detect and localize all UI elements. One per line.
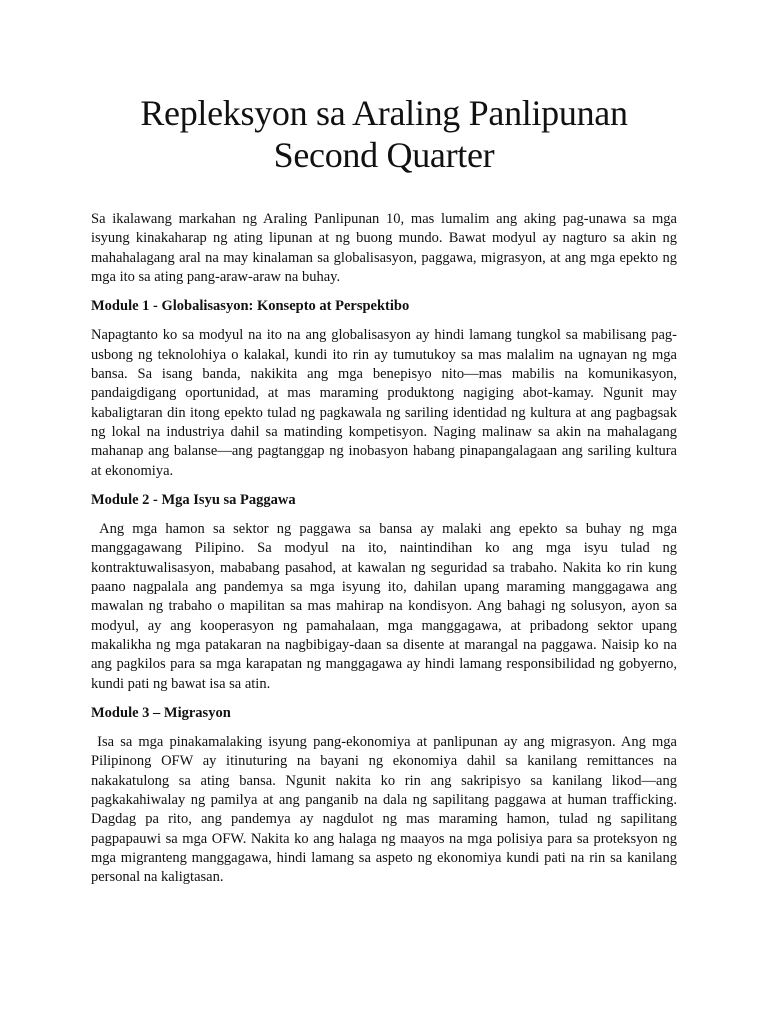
section-module-2	[91, 491, 677, 694]
section-module-1	[91, 297, 677, 481]
section-module-3	[91, 704, 677, 888]
section-heading: Module 2 - Mga Isyu sa Paggawa	[91, 491, 296, 508]
document-title: Repleksyon sa Araling Panlipunan Second Quarter	[140, 93, 628, 175]
intro-paragraph: Sa ikalawang markahan ng Araling Panlipunan 10, mas lumalim ang aking pag-unawa sa mga isyung kinakaharap ng ating lipunan at ng buong mundo. Bawat modyul ay nagturo sa akin ng mahahalagang aral na may kinalaman sa globalisasyon, paggawa, migrasyon, at ang mga epekto ng mga ito sa ating pang-araw-araw na buhay.	[91, 211, 677, 285]
section-body: Ang mga hamon sa sektor ng paggawa sa bansa ay malaki ang epekto sa buhay ng mga manggagawang Pilipino. Sa modyul na ito, naintindihan ko ang mga isyu tulad ng kontraktuwalisasyon, mababang pasahod, at kawalan ng seguridad sa trabaho. Nakita ko rin kung paano nagpalala ang pandemya sa mga isyung ito, dahilan upang maraming manggagawa ang mawalan ng trabaho o mapilitan sa mas mahirap na kondisyon. Ang bahagi ng solusyon, ayon sa modyul, ay ang kooperasyon ng pamahalaan, mga manggagawa, at pribadong sektor upang makalikha ng mga patakaran na nagbibigay-daan sa disente at marangal na paggawa. Naisip ko na ang pagkilos para sa mga karapatan ng manggagawa ay hindi lamang responsibilidad ng gobyerno, kundi pati ng bawat isa sa atin.	[91, 521, 678, 692]
section-body: Isa sa mga pinakamalaking isyung pang-ekonomiya at panlipunan ay ang migrasyon. Ang mga Pilipinong OFW ay itinuturing na bayani ng ekonomiya dahil sa kanilang remittances na nakakatulong sa ating bansa. Ngunit nakita ko rin ang sakripisyo sa kanilang likod—ang pagkakahiwalay ng pamilya at ang panganib na dala ng sapilitang paggawa at human trafficking. Dagdag pa rito, ang pandemya ay nagdulot ng mas maraming hamon, tulad ng sapilitang pagpapauwi sa mga OFW. Nakita ko ang halaga ng maayos na mga polisiya para sa proteksyon ng mga migranteng manggagawa, hindi lamang sa aspeto ng ekonomiya kundi pati na rin sa kanilang personal na kaligtasan.	[91, 734, 677, 886]
section-heading: Module 3 – Migrasyon	[91, 704, 231, 721]
section-body: Napagtanto ko sa modyul na ito na ang globalisasyon ay hindi lamang tungkol sa mabilisang pag-usbong ng teknolohiya o kalakal, kundi ito rin ay tumutukoy sa mas malalim na ugnayan ng mga bansa. Sa isang banda, nakikita ang mga benepisyo nito—mas mabilis na komunikasyon, pandaigdigang oportunidad, at mas maraming produktong nagiging abot-kamay. Ngunit may kabaligtaran din itong epekto tulad ng pagkawala ng sariling identidad ng kultura at ang pagbagsak ng lokal na industriya dahil sa matinding kompetisyon. Naging malinaw sa akin na mahalagang mahanap ang balanse—ang pagtanggap ng inobasyon habang pinapangalagaan ang sariling kultura at ekonomiya.	[91, 327, 677, 479]
section-heading: Module 1 - Globalisasyon: Konsepto at Perspektibo	[91, 298, 410, 315]
